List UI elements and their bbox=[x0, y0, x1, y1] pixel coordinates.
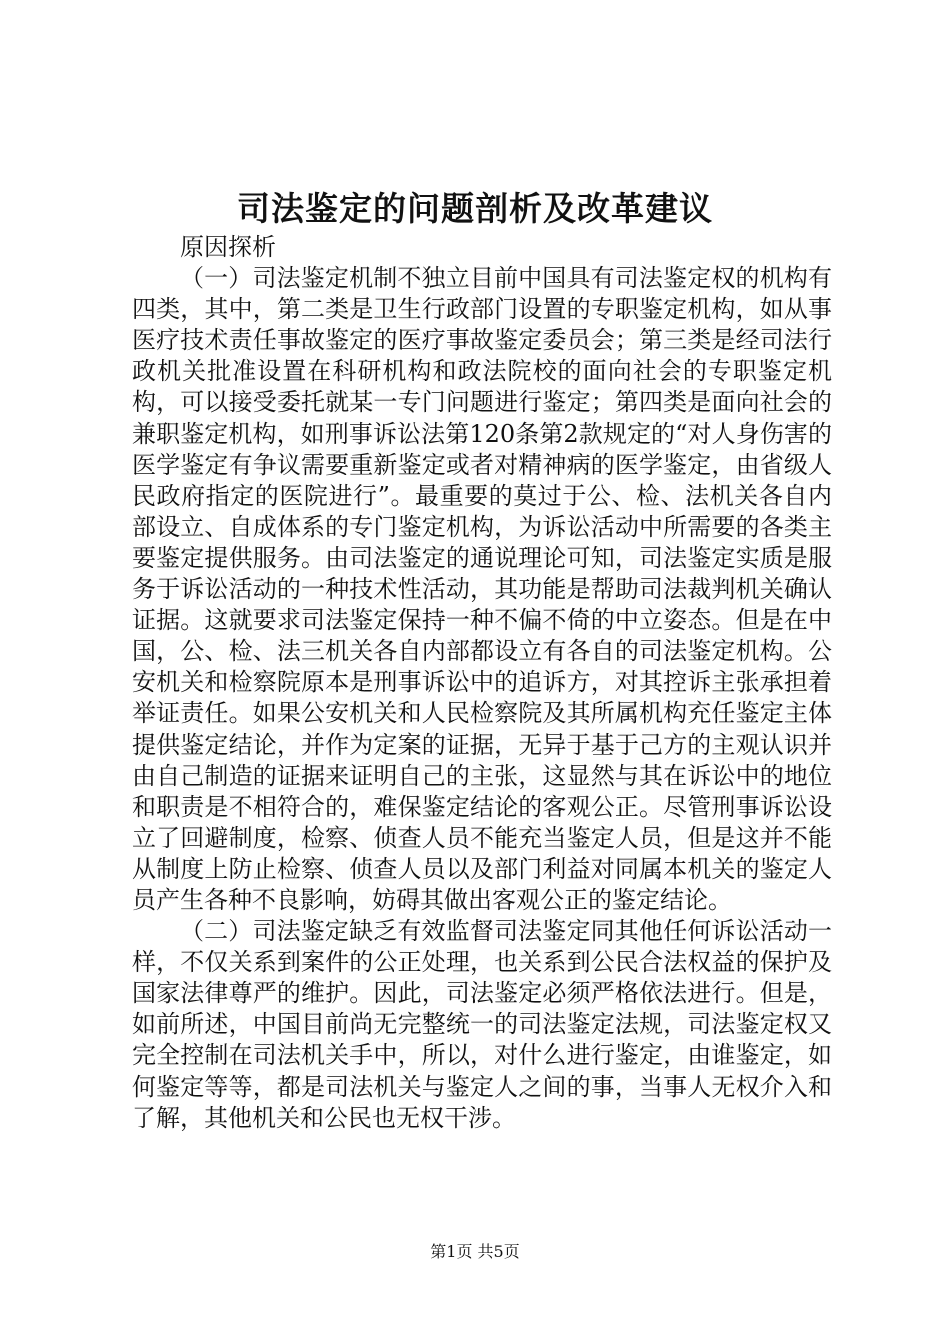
section-heading: 原因探析 bbox=[180, 233, 276, 261]
document-body bbox=[132, 232, 832, 1134]
paragraph-2: （二）司法鉴定缺乏有效监督司法鉴定同其他任何诉讼活动一样，不仅关系到案件的公正处理，也关系到公民合法权益的保护及国家法律尊严的维护。因此，司法鉴定必须严格依法进行。但是，如前所述，中国目前尚无完整统一的司法鉴定法规，司法鉴定权又完全控制在司法机关手中，所以，对什么进行鉴定，由谁鉴定，如何鉴定等等，都是司法机关与鉴定人之间的事，当事人无权介入和了解，其他机关和公民也无权干涉。 bbox=[132, 917, 832, 1132]
paragraph-1: （一）司法鉴定机制不独立目前中国具有司法鉴定权的机构有四类，其中，第二类是卫生行政部门设置的专职鉴定机构，如从事医疗技术责任事故鉴定的医疗事故鉴定委员会；第三类是经司法行政机关批准设置在科研机构和政法院校的面向社会的专职鉴定机构，可以接受委托就某一专门问题进行鉴定；第四类是面向社会的兼职鉴定机构，如刑事诉讼法第120条第2款规定的“对人身伤害的医学鉴定有争议需要重新鉴定或者对精神病的医学鉴定，由省级人民政府指定的医院进行”。最重要的莫过于公、检、法机关各自内部设立、自成体系的专门鉴定机构，为诉讼活动中所需要的各类主要鉴定提供服务。由司法鉴定的通说理论可知，司法鉴定实质是服务于诉讼活动的一种技术性活动，其功能是帮助司法裁判机关确认证据。这就要求司法鉴定保持一种不偏不倚的中立姿态。但是在中国，公、检、法三机关各自内部都设立有各自的司法鉴定机构。公安机关和检察院原本是刑事诉讼中的追诉方，对其控诉主张承担着举证责任。如果公安机关和人民检察院及其所属机构充任鉴定主体提供鉴定结论，并作为定案的证据，无异于基于己方的主观认识并由自己制造的证据来证明自己的主张，这显然与其在诉讼中的地位和职责是不相符合的，难保鉴定结论的客观公正。尽管刑事诉讼设立了回避制度，检察、侦查人员不能充当鉴定人员，但是这并不能从制度上防止检察、侦查人员以及部门利益对同属本机关的鉴定人员产生各种不良影响，妨碍其做出客观公正的鉴定结论。 bbox=[132, 264, 832, 914]
document-title: 司法鉴定的问题剖析及改革建议 bbox=[237, 189, 713, 228]
page-footer: 第1页 共5页 bbox=[430, 1242, 520, 1261]
